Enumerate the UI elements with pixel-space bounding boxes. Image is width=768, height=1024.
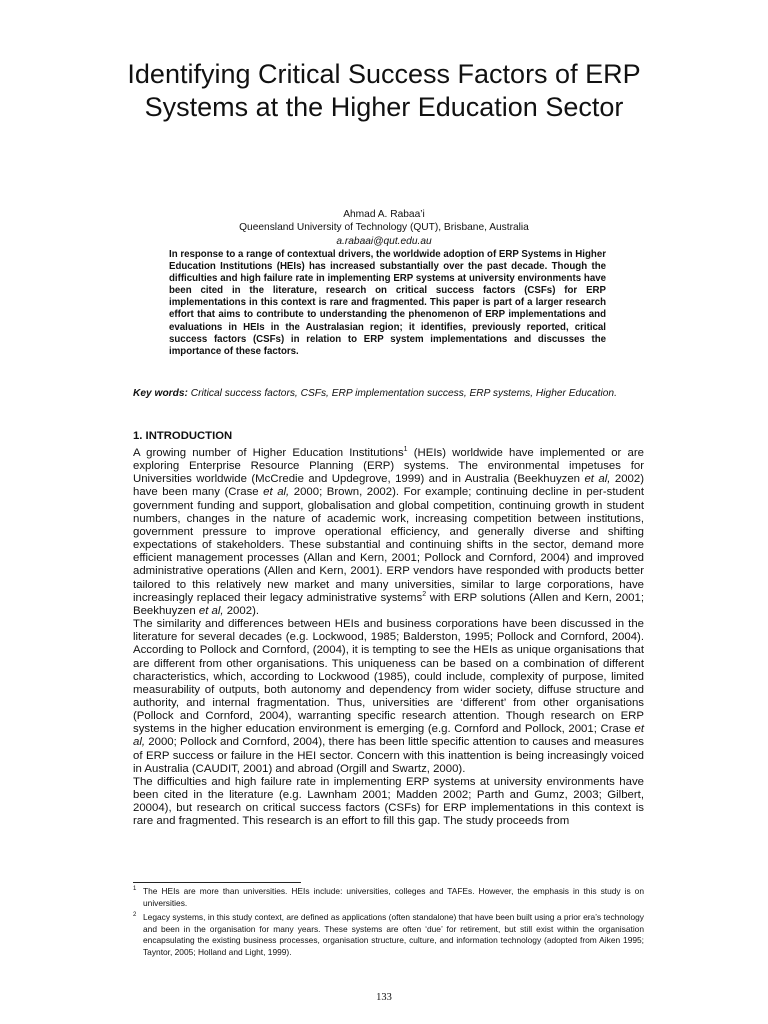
paper-title: Identifying Critical Success Factors of ERP Systems at the Higher Education Sector [127, 59, 641, 122]
p2-etal: et al, [133, 723, 644, 749]
section-heading: 1. INTRODUCTION [133, 430, 233, 442]
author-affiliation: Queensland University of Technology (QUT), Brisbane, Australia [239, 222, 529, 234]
p1-seg-e: with ERP solutions (Allen and Kern, 2001; Beekhuyzen [133, 591, 644, 617]
p1-seg-a: A growing number of Higher Education Institutions [133, 447, 404, 459]
p1-etal-1: et al, [584, 473, 611, 486]
p1-seg-d: 2000; Brown, 2002). For example; continuing decline in per-student government funding and support, globalisation and global competition, continuing growth in student numbers, changes in the nature of academic work, increasing competition between institutions, government pressure to improve operational efficiency, and generally diverse and shifting expectations of stakeholders. These substantial and continuing shifts in the sector, demand more efficient management processes (Allan and Kern, 2001; Pollock and Cornford, 2004) and improved administrative operations (Allen and Kern, 2001). ERP vendors have responded with products better tailored to this relatively new market and many universities, similar to large corporations, have increasingly replaced their legacy administrative systems [133, 486, 645, 604]
body-text [133, 447, 644, 829]
footnote-ref-1: 1 [403, 446, 408, 454]
p2-seg-b: 2000; Pollock and Cornford, 2004), there has been little specific attention to causes and measures of ERP success or failure in the HEI sector. Concern with this inattention is being increasingly voiced in Australia (CAUDIT, 2001) and abroad (Orgill and Swartz, 2000). [133, 736, 644, 775]
author-email: a.rabaai@qut.edu.au [336, 235, 432, 247]
paragraph-2 [133, 618, 644, 776]
p1-seg-c: 2002) have been many (Crase [133, 473, 644, 499]
paragraph-3: The difficulties and high failure rate in implementing ERP systems at university environments have been cited in the literature (e.g. Lawnham 2001; Madden 2002; Parth and Gumz, 2003; Gilbert, 20004), but research on critical success factors (CSFs) for ERP implementations in this context is rare and fragmented. This research is an effort to fill this gap. The study proceeds from [133, 775, 644, 828]
keywords-label: Key words: [133, 388, 188, 399]
footnote-number: 1 [133, 886, 137, 892]
footnote-divider [133, 882, 301, 883]
footnotes [133, 886, 644, 962]
footnote-number: 2 [133, 912, 137, 919]
keywords [133, 387, 653, 400]
author-block [120, 208, 648, 248]
keywords-text: Critical success factors, CSFs, ERP implementation success, ERP systems, Higher Education. [190, 388, 617, 399]
abstract: In response to a range of contextual drivers, the worldwide adoption of ERP Systems in Higher Education Institutions (HEIs) has increased substantially over the past decade. Though the difficulties and high failure rate in implementing ERP systems at university environments have been cited in the literature, research on critical success factors (CSFs) for ERP implementations in this context is rare and fragmented. This paper is part of a larger research effort that aims to contribute to understanding the phenomenon of ERP implementations and evaluations in HEIs in the Australasian region; it identifies, previously reported, critical success factors (CSFs) in relation to ERP system implementations and discusses the importance of these factors. [169, 249, 606, 357]
page-number: 133 [376, 992, 392, 1003]
footnote-text: The HEIs are more than universities. HEIs include: universities, colleges and TAFEs. However, the emphasis in this study is on universities. [143, 886, 644, 908]
p1-seg-b: (HEIs) worldwide have implemented or are exploring Enterprise Resource Planning (ERP) systems. The environmental impetuses for Universities worldwide (McCredie and Updegrove, 1999) and in Australia (Beekhuyzen [133, 447, 644, 486]
footnote-2 [133, 912, 644, 958]
author-name: Ahmad A. Rabaa’i [343, 209, 425, 220]
p1-seg-f: 2002). [223, 604, 260, 617]
p2-seg-a: The similarity and differences between HEIs and business corporations have been discussed in the literature for several decades (e.g. Lockwood, 1985; Balderston, 1995; Pollock and Cornford, 2004). According to Pollock and Cornford, (2004), it is tempting to see the HEIs as unique organisations that are different from other organisations. This uniqueness can be based on a combination of different characteristics, which, according to Lockwood (1985), could include, complexity of purpose, limited measurability of outputs, both autonomy and dependency from wider society, diffuse structure and authority, and internal fragmentation. Thus, universities are ‘different’ from other organisations (Pollock and Cornford, 2004), warranting specific research attention. Though research on ERP systems in the higher education environment is emerging (e.g. Cornford and Pollock, 2001; Crase [133, 618, 644, 736]
p1-etal-3: et al, [198, 604, 224, 617]
p1-etal-2: et al, [263, 486, 290, 499]
footnote-ref-2: 2 [422, 590, 427, 598]
footnote-1 [133, 886, 644, 909]
paragraph-1 [133, 447, 644, 618]
footnote-text: Legacy systems, in this study context, are defined as applications (often standalone) that have been built using a prior era’s technology and been in the organisation for many years. These systems are often ‘due’ for retirement, but still exist within the organisation encapsulating the existing business processes, organisation structure, culture, and information technology (adopted from Aiken 1995; Tayntor, 2005; Holland and Light, 1999). [143, 912, 644, 957]
